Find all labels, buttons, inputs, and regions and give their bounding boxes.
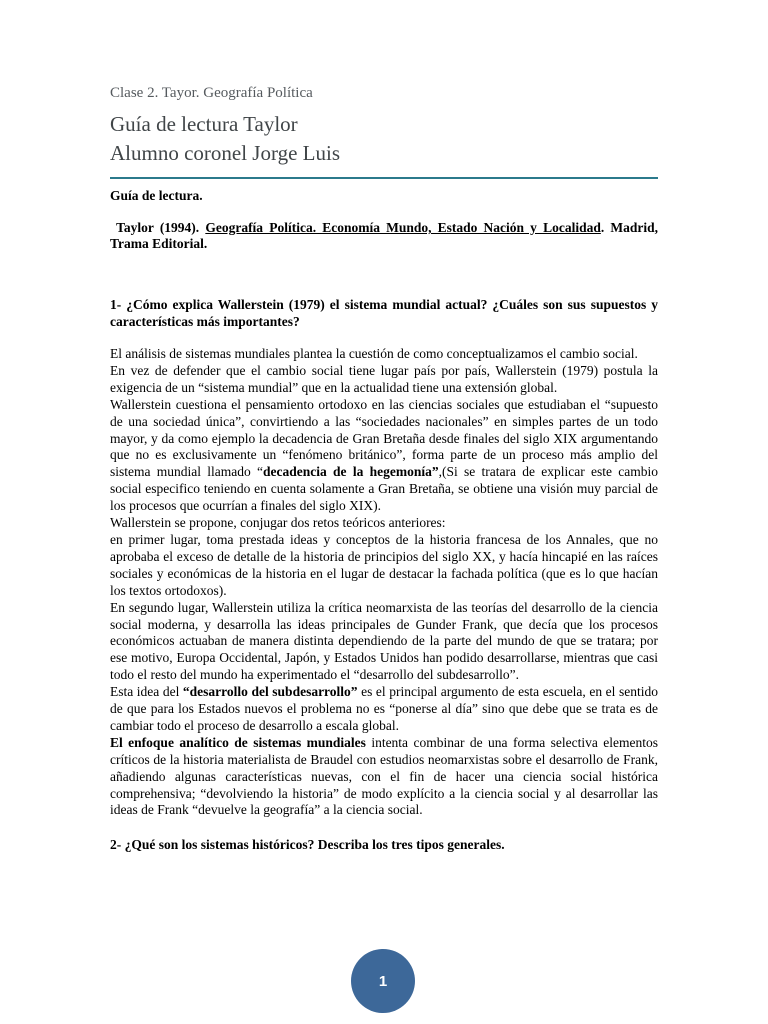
paragraph-3-text-a: Wallerstein cuestiona el pensamiento ortodoxo en las ciencias sociales que estudiaban el “supuesto de una sociedad única”, convirtiendo a las “sociedades nacionales” en simples partes de un todo mayor, y da como ejemplo la decadencia de Gran Bretaña desde finales del siglo XIX argumentando que no es exclusivamente un “fenómeno británico”, forma parte de un proceso más amplio del sistema mundial llamado “ [110,396,658,480]
paragraph-7 [110,684,658,735]
paragraph-4: Wallerstein se propone, conjugar dos retos teóricos anteriores: [110,515,446,531]
author-line: Alumno coronel Jorge Luis [110,141,340,165]
paragraph-8 [110,735,658,820]
bibliographic-reference [110,220,658,252]
question-1: 1- ¿Cómo explica Wallerstein (1979) el sistema mundial actual? ¿Cuáles son sus supuestos y características más importantes? [110,297,658,329]
paragraph-6: En segundo lugar, Wallerstein utiliza la crítica neomarxista de las teorías del desarrollo de la ciencia social moderna, y desarrolla las ideas principales de Gunder Frank, que decía que los procesos económicos actuaban de manera distinta dependiendo de la parte del mundo de que se tratara; por ese motivo, Europa Occidental, Japón, y Estados Unidos han podido desarrollarse, mientras que casi todo el resto del mundo ha experimentado el “desarrollo del subdesarrollo”. [110,599,658,683]
reference-prefix: Taylor (1994). [116,220,206,235]
paragraph-3 [110,397,658,515]
paragraph-8-text: intenta combinar de una forma selectiva elementos críticos de la historia materialista de Braudel con estudios neomarxistas sobre el desarrollo de Frank, añadiendo algunas características nuevas, con el fin de hacer una ciencia social histórica comprehensiva; “devolviendo la historia” de modo explícito a la ciencia social y al desarrollar las ideas de Frank “devuelve la geografía” a la ciencia social. [110,734,658,818]
paragraph-2: En vez de defender que el cambio social tiene lugar país por país, Wallerstein (1979) postula la exigencia de un “sistema mundial” que en la actualidad tiene una extensión global. [110,362,658,395]
reference-work-title: Geografía Política. Economía Mundo, Estado Nación y Localidad [205,220,601,235]
document-page [110,84,658,853]
paragraph-3-text-b: ,(Si se tratara de explicar este cambio social especifico teniendo en cuenta solamente a Gran Bretaña, se obtiene una visión muy parcial de los procesos que ocurrían a finales del siglo XIX). [110,464,658,514]
paragraph-7-text-b: es el principal argumento de esta escuela, en el sentido de que para los Estados nuevos el problema no es “ponerse al día” sino que debe que se trata es de cambiar todo el proceso de desarrollo a escala global. [110,684,658,733]
header-divider [110,177,658,179]
paragraph-7-text-a: Esta idea del [110,684,183,700]
question-2: 2- ¿Qué son los sistemas históricos? Describa los tres tipos generales. [110,837,505,853]
class-label: Clase 2. Tayor. Geografía Política [110,85,313,101]
paragraph-1: El análisis de sistemas mundiales plantea la cuestión de como conceptualizamos el cambio social. [110,346,638,361]
paragraph-8-bold: El enfoque analítico de sistemas mundiales [110,734,366,750]
paragraph-3-bold: decadencia de la hegemonía” [263,464,439,480]
page-number-badge: 1 [351,949,415,1013]
reference-suffix: . Madrid, Trama Editorial. [110,220,658,251]
paragraph-5: en primer lugar, toma prestada ideas y conceptos de la historia francesa de los Annales, que no aprobaba el exceso de detalle de la historia de principios del siglo XX, y hacía hincapié en las raíces sociales y económicas de la historia en el lugar de destacar la fachada política (que es lo que hacían los textos ortodoxos). [110,531,658,598]
guide-label: Guía de lectura. [110,188,203,203]
document-title: Guía de lectura Taylor [110,112,298,136]
paragraph-7-bold: “desarrollo del subdesarrollo” [182,684,358,700]
